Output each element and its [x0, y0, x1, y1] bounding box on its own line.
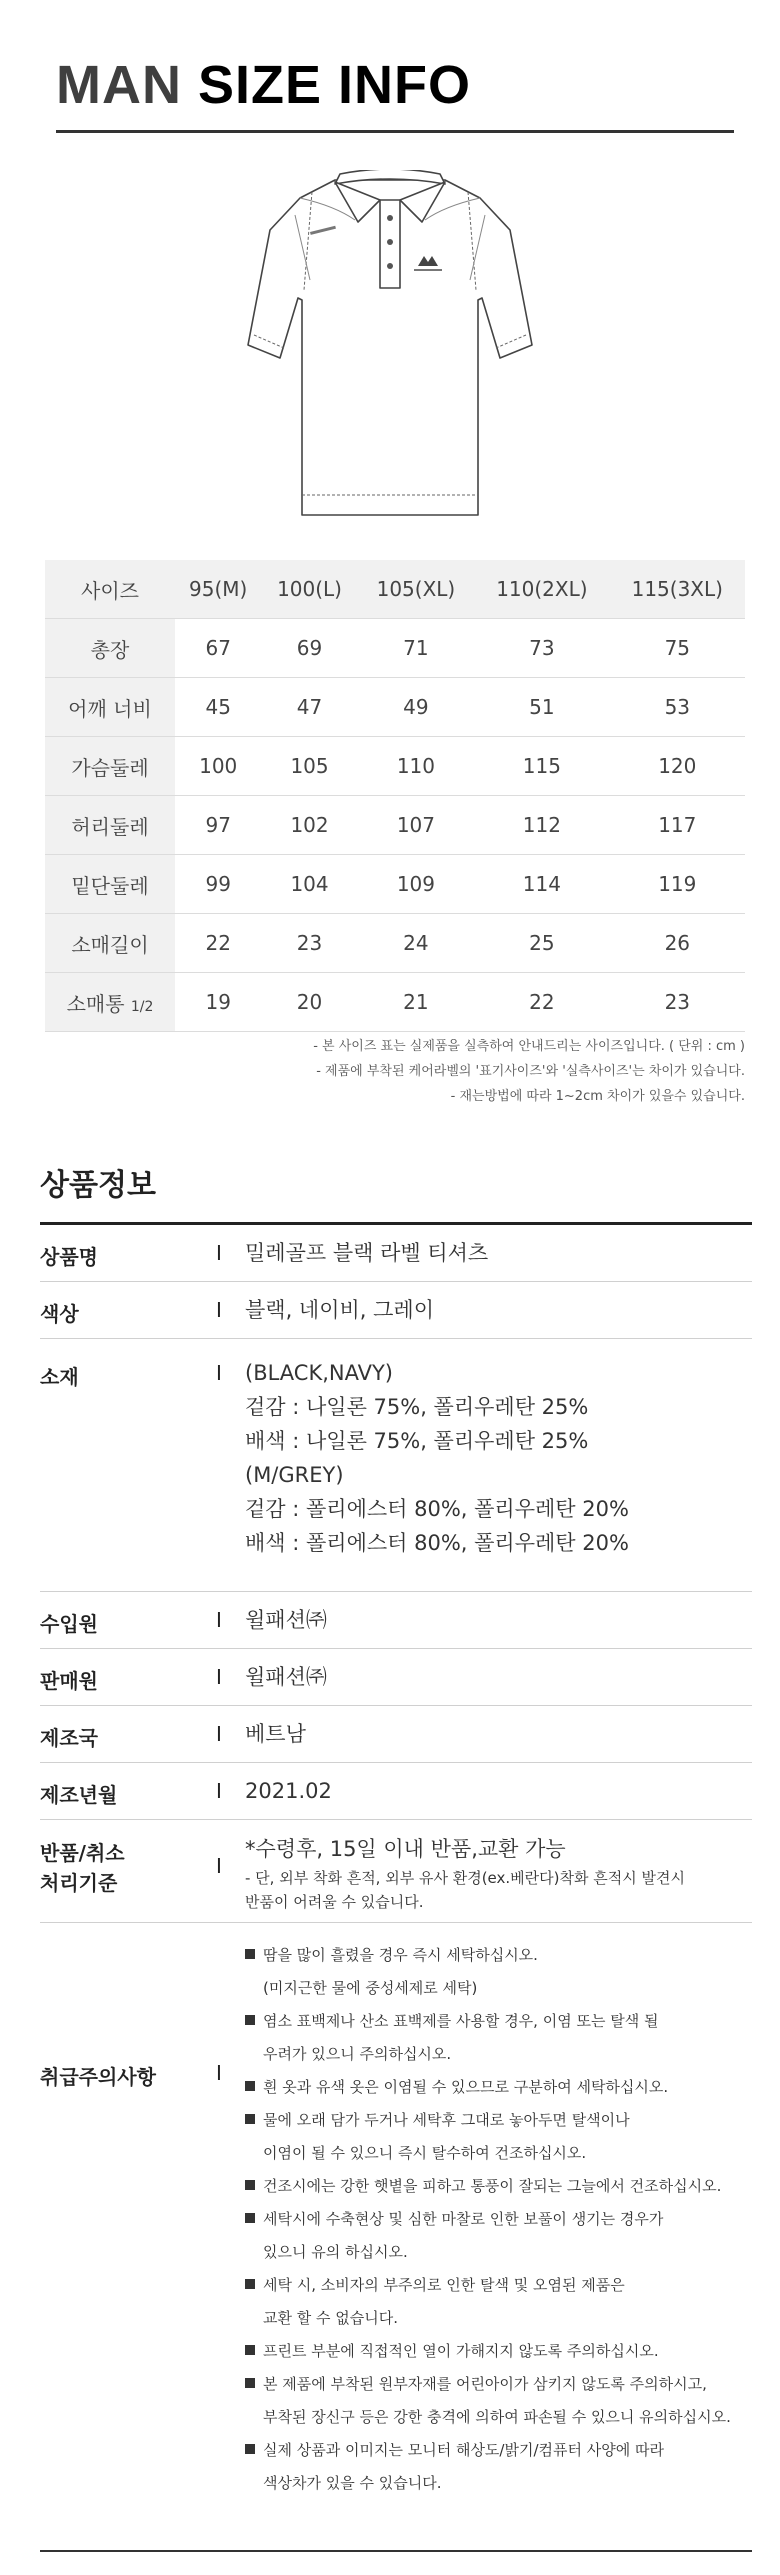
size-note: - 본 사이즈 표는 실제품을 실측하여 안내드리는 사이즈입니다. ( 단위 : cm ) [313, 1039, 745, 1054]
return-policy-main: *수령후, 15일 이내 반품,교환 가능 [245, 1837, 566, 1861]
bullet-square-icon [245, 2279, 255, 2289]
table-cell: 114 [474, 855, 609, 914]
table-row [45, 737, 745, 796]
info-value [245, 1603, 327, 1637]
info-value-line: 베트남 [245, 1722, 306, 1746]
care-text: 흰 옷과 유색 옷은 이염될 수 있으므로 구분하여 세탁하십시오. [263, 2078, 669, 2096]
care-line [245, 2302, 731, 2335]
title-word-size-info: SIZE INFO [198, 55, 472, 115]
size-column-105: 105(XL) [358, 560, 475, 619]
care-text: 있으니 유의 하십시오. [263, 2243, 408, 2261]
table-cell: 53 [610, 678, 745, 737]
bullet-square-icon [245, 2114, 255, 2124]
size-note: - 재는방법에 따라 1~2cm 차이가 있을수 있습니다. [450, 1089, 745, 1104]
info-value [245, 1236, 488, 1270]
bullet-square-icon [245, 1949, 255, 1959]
info-key: 제조년월 [40, 1783, 118, 1807]
info-row-care [40, 1923, 752, 2535]
table-cell: 51 [474, 678, 609, 737]
care-line [245, 2005, 731, 2038]
info-separator: I [216, 1722, 222, 1746]
care-text: 교환 할 수 없습니다. [263, 2309, 398, 2327]
info-key: 소재 [40, 1365, 79, 1389]
table-cell: 100 [175, 737, 261, 796]
row-label-text: 소매통 [66, 991, 125, 1016]
table-cell: 67 [175, 619, 261, 678]
table-cell: 109 [358, 855, 475, 914]
info-key-line: 반품/취소 [40, 1841, 125, 1865]
info-key-line: 처리기준 [40, 1871, 118, 1895]
bullet-square-icon [245, 2444, 255, 2454]
info-row-importer [40, 1592, 752, 1649]
table-cell: 20 [261, 973, 357, 1032]
care-text: 색상차가 있을 수 있습니다. [263, 2474, 442, 2492]
row-label-hem: 밑단둘레 [45, 855, 175, 914]
size-column-115: 115(3XL) [610, 560, 745, 619]
row-label-sleeve-length: 소매길이 [45, 914, 175, 973]
care-text: (미지근한 물에 중성세제로 세탁) [263, 1979, 478, 1997]
care-text: 세탁 시, 소비자의 부주의로 인한 탈색 및 오염된 제품은 [263, 2276, 625, 2294]
info-value [245, 1293, 434, 1327]
info-key: 수입원 [40, 1612, 98, 1636]
table-cell: 47 [261, 678, 357, 737]
table-cell: 19 [175, 973, 261, 1032]
table-row [45, 914, 745, 973]
care-instructions [245, 1939, 731, 2500]
care-line [245, 2137, 731, 2170]
table-cell: 105 [261, 737, 357, 796]
care-text: 땀을 많이 흘렸을 경우 즉시 세탁하십시오. [263, 1946, 538, 1964]
info-value-line: 윌패션㈜ [245, 1665, 327, 1689]
row-label-length: 총장 [45, 619, 175, 678]
info-separator: I [216, 1779, 222, 1803]
polo-shirt-illustration [240, 170, 540, 530]
info-key [40, 1838, 125, 1898]
page-title [56, 55, 472, 115]
bullet-square-icon [245, 2213, 255, 2223]
info-value-line: 윌패션㈜ [245, 1608, 327, 1632]
info-row-product-name [40, 1225, 752, 1282]
care-text: 프린트 부분에 직접적인 열이 가해지지 않도록 주의하십시오. [263, 2342, 659, 2360]
table-cell: 23 [261, 914, 357, 973]
info-value-line: 배색 : 폴리에스터 80%, 폴리우레탄 20% [245, 1531, 629, 1555]
care-line [245, 2401, 731, 2434]
care-line [245, 2170, 731, 2203]
care-text: 이염이 될 수 있으니 즉시 탈수하여 건조하십시오. [263, 2144, 587, 2162]
care-line [245, 2467, 731, 2500]
info-value-line: 겉감 : 나일론 75%, 폴리우레탄 25% [245, 1395, 589, 1419]
size-notes [313, 1034, 745, 1109]
table-row [45, 678, 745, 737]
product-info-title: 상품정보 [40, 1168, 156, 1203]
bullet-square-icon [245, 2345, 255, 2355]
info-value [245, 1717, 306, 1751]
info-row-manufacture-date [40, 1763, 752, 1820]
table-cell: 120 [610, 737, 745, 796]
table-cell: 107 [358, 796, 475, 855]
table-cell: 49 [358, 678, 475, 737]
table-cell: 21 [358, 973, 475, 1032]
care-line [245, 1972, 731, 2005]
info-value [245, 1660, 327, 1694]
product-info-list [40, 1225, 752, 2535]
care-text: 부착된 장신구 등은 강한 충격에 의하여 파손될 수 있으니 유의하십시오. [263, 2408, 731, 2426]
info-value [245, 1774, 332, 1808]
info-row-color [40, 1282, 752, 1339]
info-value [245, 1832, 685, 1914]
info-separator: I [216, 2061, 222, 2085]
info-value-line: 밀레골프 블랙 라벨 티셔츠 [245, 1241, 489, 1265]
info-value-line: 겉감 : 폴리에스터 80%, 폴리우레탄 20% [245, 1497, 629, 1521]
table-cell: 22 [175, 914, 261, 973]
table-cell: 97 [175, 796, 261, 855]
info-value-line: (M/GREY) [245, 1463, 344, 1487]
care-line [245, 2236, 731, 2269]
care-text: 염소 표백제나 산소 표백제를 사용할 경우, 이염 또는 탈색 될 [263, 2012, 659, 2030]
info-key: 취급주의사항 [40, 2065, 156, 2089]
care-line [245, 2038, 731, 2071]
care-line [245, 2269, 731, 2302]
info-value-line: 배색 : 나일론 75%, 폴리우레탄 25% [245, 1429, 589, 1453]
info-row-material [40, 1339, 752, 1592]
table-row [45, 855, 745, 914]
table-cell: 25 [474, 914, 609, 973]
info-separator: I [216, 1665, 222, 1689]
care-line [245, 2434, 731, 2467]
row-label-sub: 1/2 [130, 998, 154, 1015]
row-label-shoulder: 어깨 너비 [45, 678, 175, 737]
care-text: 물에 오래 담가 두거나 세탁후 그대로 놓아두면 탈색이나 [263, 2111, 630, 2129]
info-value-line: 2021.02 [245, 1779, 332, 1803]
table-cell: 117 [610, 796, 745, 855]
row-label-waist: 허리둘레 [45, 796, 175, 855]
table-cell: 23 [610, 973, 745, 1032]
table-row [45, 619, 745, 678]
info-separator: I [216, 1241, 222, 1265]
info-key: 제조국 [40, 1726, 98, 1750]
size-column-100: 100(L) [261, 560, 357, 619]
info-separator: I [216, 1854, 222, 1878]
info-row-country [40, 1706, 752, 1763]
care-line [245, 2368, 731, 2401]
row-label-sleeve-width [45, 973, 175, 1032]
table-cell: 69 [261, 619, 357, 678]
table-cell: 45 [175, 678, 261, 737]
table-cell: 115 [474, 737, 609, 796]
size-column-95: 95(M) [175, 560, 261, 619]
table-cell: 99 [175, 855, 261, 914]
info-value [245, 1356, 629, 1560]
info-value-line: 블랙, 네이비, 그레이 [245, 1298, 434, 1322]
table-cell: 119 [610, 855, 745, 914]
info-row-seller [40, 1649, 752, 1706]
size-table-header-label: 사이즈 [45, 560, 175, 619]
size-table [45, 560, 745, 1032]
info-value-line: (BLACK,NAVY) [245, 1361, 394, 1385]
care-text: 건조시에는 강한 햇볕을 피하고 통풍이 잘되는 그늘에서 건조하십시오. [263, 2177, 722, 2195]
info-row-return-policy [40, 1820, 752, 1923]
table-cell: 24 [358, 914, 475, 973]
table-row [45, 973, 745, 1032]
title-divider [56, 130, 734, 133]
care-line [245, 1939, 731, 1972]
care-text: 세탁시에 수축현상 및 심한 마찰로 인한 보풀이 생기는 경우가 [263, 2210, 664, 2228]
table-cell: 102 [261, 796, 357, 855]
table-cell: 75 [610, 619, 745, 678]
info-separator: I [216, 1361, 222, 1385]
size-table-header-row [45, 560, 745, 619]
care-line [245, 2203, 731, 2236]
table-row [45, 796, 745, 855]
size-note: - 제품에 부착된 케어라벨의 '표기사이즈'와 '실측사이즈'는 차이가 있습니다. [316, 1064, 745, 1079]
info-key: 판매원 [40, 1669, 98, 1693]
table-cell: 71 [358, 619, 475, 678]
table-cell: 104 [261, 855, 357, 914]
table-cell: 112 [474, 796, 609, 855]
care-text: 우려가 있으니 주의하십시오. [263, 2045, 452, 2063]
bottom-divider [40, 2550, 752, 2552]
return-policy-note: - 단, 외부 착화 흔적, 외부 유사 환경(ex.베란다)착화 흔적시 발견시 [245, 1869, 685, 1887]
info-separator: I [216, 1608, 222, 1632]
care-line [245, 2335, 731, 2368]
care-text: 실제 상품과 이미지는 모니터 해상도/밝기/컴퓨터 사양에 따라 [263, 2441, 664, 2459]
bullet-square-icon [245, 2378, 255, 2388]
care-line [245, 2104, 731, 2137]
info-separator: I [216, 1298, 222, 1322]
bullet-square-icon [245, 2081, 255, 2091]
info-key: 상품명 [40, 1245, 98, 1269]
return-policy-note: 반품이 어려울 수 있습니다. [245, 1893, 424, 1911]
table-cell: 22 [474, 973, 609, 1032]
info-key: 색상 [40, 1302, 79, 1326]
row-label-chest: 가슴둘레 [45, 737, 175, 796]
table-cell: 26 [610, 914, 745, 973]
table-cell: 73 [474, 619, 609, 678]
care-text: 본 제품에 부착된 원부자재를 어린아이가 삼키지 않도록 주의하시고, [263, 2375, 707, 2393]
title-word-man: MAN [56, 55, 182, 115]
bullet-square-icon [245, 2015, 255, 2025]
bullet-square-icon [245, 2180, 255, 2190]
table-cell: 110 [358, 737, 475, 796]
size-column-110: 110(2XL) [474, 560, 609, 619]
care-line [245, 2071, 731, 2104]
